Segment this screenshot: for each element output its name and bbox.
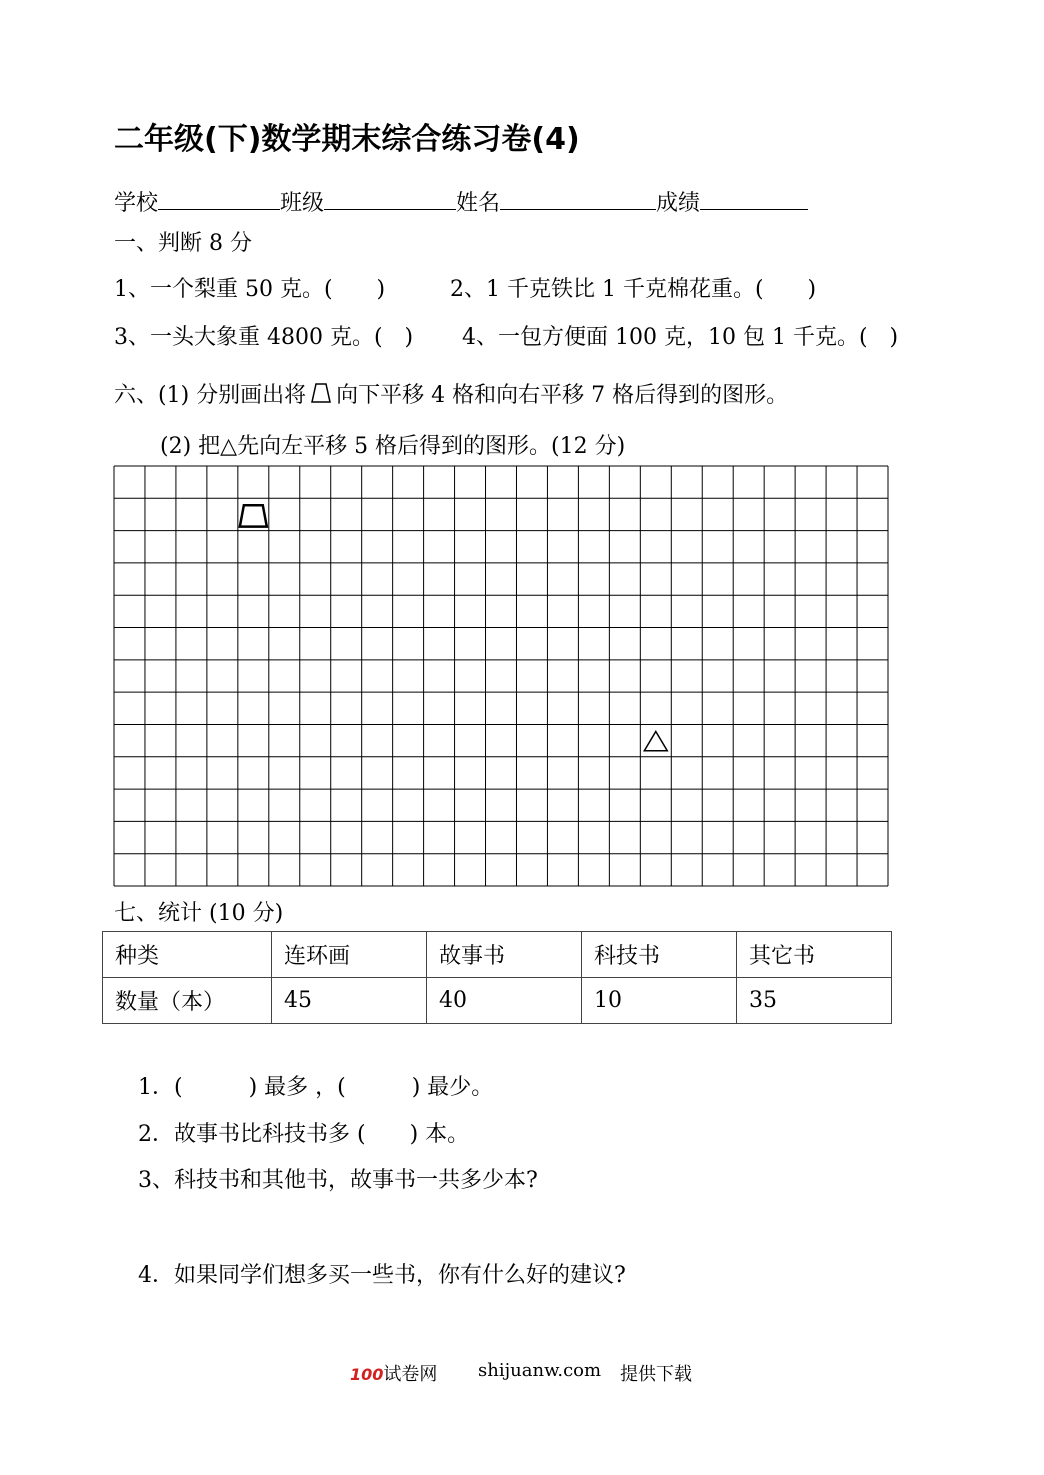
table-cell: 数量（本） xyxy=(103,978,272,1024)
table-cell: 10 xyxy=(582,978,737,1024)
footer-site[interactable]: shijuanw.com xyxy=(478,1360,602,1381)
table-cell: 35 xyxy=(737,978,892,1024)
class-blank[interactable] xyxy=(324,189,456,210)
footer-provide: 提供下载 xyxy=(620,1364,692,1385)
translation-grid[interactable] xyxy=(113,465,889,887)
section6-part1-before: 六、(1) 分别画出将 xyxy=(114,383,307,408)
question-2: 2、1 千克铁比 1 千克棉花重。( ) xyxy=(450,277,817,302)
school-label: 学校 xyxy=(114,191,159,216)
stats-question-3: 3、科技书和其他书，故事书一共多少本? xyxy=(138,1168,538,1193)
table-cell: 40 xyxy=(427,978,582,1024)
header-fields xyxy=(114,186,808,217)
name-blank[interactable] xyxy=(500,189,656,210)
trapezoid-icon xyxy=(310,382,332,404)
logo-100: 100 xyxy=(350,1365,384,1384)
score-label: 成绩 xyxy=(656,191,701,216)
school-blank[interactable] xyxy=(158,189,280,210)
triangle-shape xyxy=(644,731,667,750)
section7-heading: 七、统计 (10 分) xyxy=(114,901,284,926)
question-4: 4、一包方便面 100 克，10 包 1 千克。( ) xyxy=(462,325,899,350)
stats-question-4: 4．如果同学们想多买一些书，你有什么好的建议? xyxy=(138,1263,626,1288)
table-row xyxy=(103,978,892,1024)
table-cell: 故事书 xyxy=(427,932,582,978)
table-cell: 种类 xyxy=(103,932,272,978)
logo-text: 试卷网 xyxy=(383,1364,438,1385)
class-label: 班级 xyxy=(280,191,325,216)
book-stats-table xyxy=(102,931,892,1024)
footer-logo xyxy=(350,1360,437,1386)
table-header-row xyxy=(103,932,892,978)
section1-heading: 一、判断 8 分 xyxy=(114,231,252,256)
section6-part1 xyxy=(114,378,788,409)
section6-part2: (2) 把△先向左平移 5 格后得到的图形。(12 分) xyxy=(160,434,626,459)
table-cell: 45 xyxy=(272,978,427,1024)
page-title: 二年级(下)数学期末综合练习卷(4) xyxy=(114,122,580,157)
table-cell: 科技书 xyxy=(582,932,737,978)
score-blank[interactable] xyxy=(700,189,808,210)
question-3: 3、一头大象重 4800 克。( ) xyxy=(114,325,414,350)
question-1: 1、一个梨重 50 克。( ) xyxy=(114,277,386,302)
stats-question-1: 1．( ) 最多 ，( ) 最少。 xyxy=(138,1075,494,1100)
stats-question-2: 2．故事书比科技书多 ( ) 本。 xyxy=(138,1122,470,1147)
section6-part1-after: 向下平移 4 格和向右平移 7 格后得到的图形。 xyxy=(336,383,789,408)
trapezoid-shape xyxy=(240,505,267,526)
table-cell: 连环画 xyxy=(272,932,427,978)
table-cell: 其它书 xyxy=(737,932,892,978)
name-label: 姓名 xyxy=(456,191,501,216)
